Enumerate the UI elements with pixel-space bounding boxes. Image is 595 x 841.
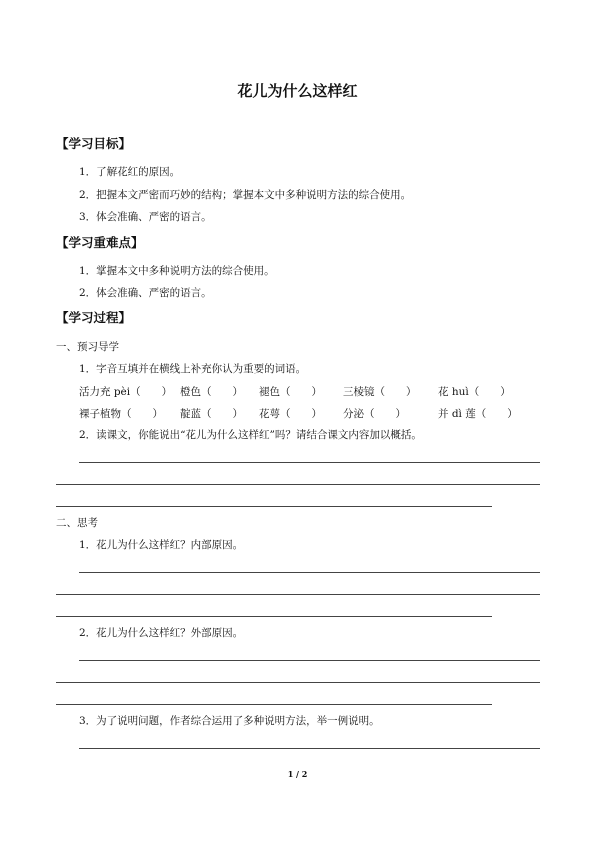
goal-item-2: 2．把握本文严密而巧妙的结构；掌握本文中多种说明方法的综合使用。: [79, 189, 412, 201]
vocab-item: 三棱镜（ ）: [343, 386, 417, 398]
goals-heading: 【学习目标】: [56, 136, 132, 151]
goal-item-1: 1．了解花红的原因。: [79, 166, 181, 178]
key-point-item-1: 1．掌握本文中多种说明方法的综合使用。: [79, 265, 275, 277]
part1-heading: 一、预习导学: [56, 341, 119, 353]
answer-line[interactable]: [79, 572, 540, 573]
answer-line[interactable]: [79, 748, 540, 749]
process-heading: 【学习过程】: [56, 310, 132, 325]
answer-line[interactable]: [79, 660, 540, 661]
part1-question-1: 1．字音互填并在横线上补充你认为重要的词语。: [79, 363, 307, 375]
part2-question-3: 3．为了说明问题，作者综合运用了多种说明方法，举一例说明。: [79, 715, 380, 727]
vocab-item: 花萼（ ）: [259, 408, 322, 420]
vocab-item: 橙色（ ）: [180, 386, 243, 398]
page-number: 1 / 2: [287, 769, 308, 779]
vocab-item: 裸子植物（ ）: [79, 408, 163, 420]
part2-question-1: 1．花儿为什么这样红？内部原因。: [79, 539, 244, 551]
part2-heading: 二、思考: [56, 517, 98, 529]
key-point-item-2: 2．体会准确、严密的语言。: [79, 287, 212, 299]
vocab-item: 花 huì（ ）: [438, 386, 511, 398]
answer-line[interactable]: [56, 506, 492, 507]
vocab-item: 并 dì 莲（ ）: [438, 408, 518, 420]
vocab-item: 活力充 pèi（ ）: [79, 386, 173, 398]
key-points-heading: 【学习重难点】: [56, 235, 144, 250]
answer-line[interactable]: [56, 682, 540, 683]
vocab-item: 分泌（ ）: [343, 408, 406, 420]
answer-line[interactable]: [56, 616, 492, 617]
part2-question-2: 2．花儿为什么这样红？外部原因。: [79, 627, 244, 639]
answer-line[interactable]: [56, 704, 492, 705]
answer-line[interactable]: [56, 484, 540, 485]
vocab-item: 褪色（ ）: [259, 386, 322, 398]
part1-question-2: 2．读课文，你能说出“花儿为什么这样红”吗？请结合课文内容加以概括。: [79, 429, 422, 441]
page-title: 花儿为什么这样红: [237, 82, 358, 100]
vocab-item: 靛蓝（ ）: [180, 408, 243, 420]
goal-item-3: 3．体会准确、严密的语言。: [79, 211, 212, 223]
answer-line[interactable]: [56, 594, 540, 595]
answer-line[interactable]: [79, 462, 540, 463]
